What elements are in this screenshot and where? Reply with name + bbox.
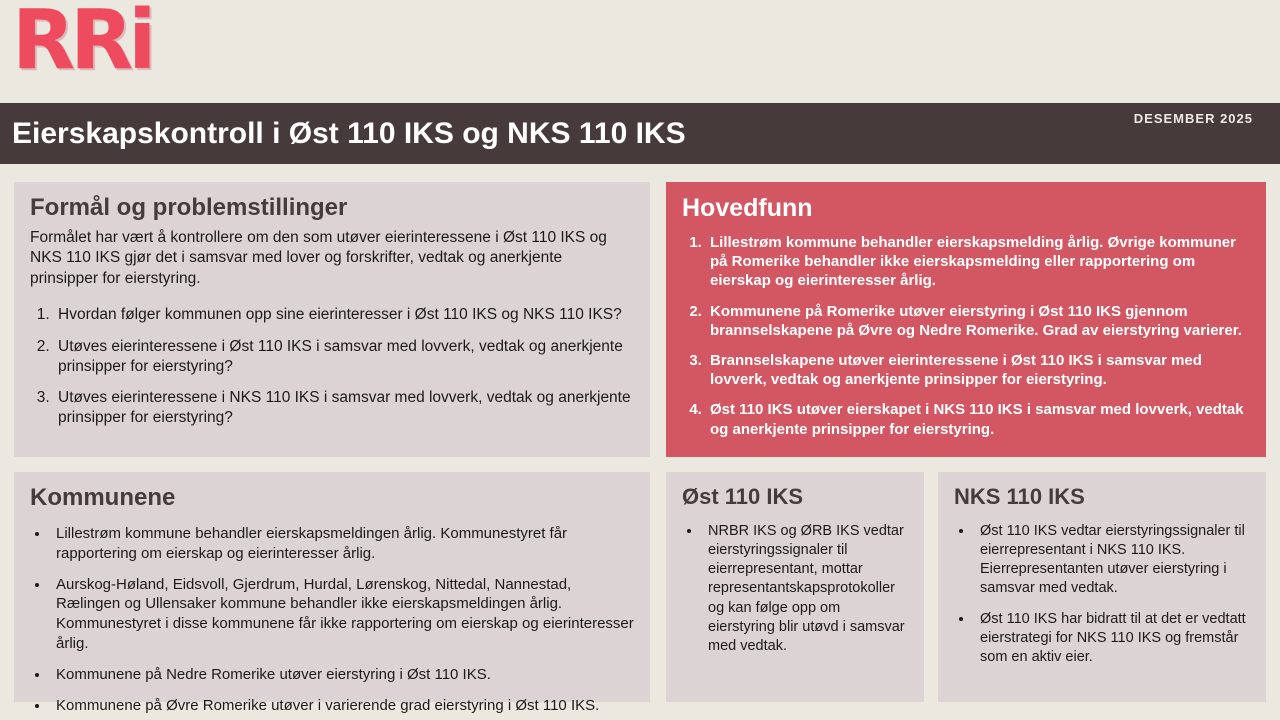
nks110-bullet: • Øst 110 IKS vedtar eierstyringssignaler til eierrepresentant i NKS 110 IKS. Eierrepresentanten utøver eierstyring i samsvar med vedtak. (974, 522, 1250, 599)
formal-panel-title: Formål og problemstillinger (30, 194, 348, 221)
ost110-bullet-list (682, 522, 908, 656)
page-title: Eierskapskontroll i Øst 110 IKS og NKS 110 IKS (12, 117, 686, 150)
kommunene-bullet: • Kommunene på Nedre Romerike utøver eierstyring i Øst 110 IKS. (50, 665, 634, 685)
header-bar (0, 103, 1280, 164)
nks110-bullet-list (954, 522, 1250, 667)
formal-question: 2. Utøves eierinteressene i Øst 110 IKS i samsvar med lovverk, vedtak og anerkjente prinsipper for eierstyring? (54, 337, 634, 377)
panel-formal-og-problemstillinger (14, 182, 650, 457)
kommunene-bullet: • Aurskog-Høland, Eidsvoll, Gjerdrum, Hurdal, Lørenskog, Nittedal, Nannestad, Rælingen og Ullensaker kommune behandler ikke eierskapsmeldingen årlig. Kommunestyret i disse kommunene får ikke rapportering om eierskap og eierinteresser årlig. (50, 575, 634, 654)
panel-ost-110-iks (666, 472, 924, 702)
formal-question: 3. Utøves eierinteressene i NKS 110 IKS i samsvar med lovverk, vedtak og anerkjente prinsipper for eierstyring? (54, 388, 634, 428)
formal-intro-text: Formålet har vært å kontrollere om den som utøver eierinteressene i Øst 110 IKS og NKS 110 IKS gjør det i samsvar med lover og forskrifter, vedtak og anerkjente prinsipper for eierstyring. (30, 229, 607, 287)
hovedfunn-finding: 3. Brannselskapene utøver eierinteressene i Øst 110 IKS i samsvar med lovverk, vedtak og anerkjente prinsipper for eierstyring. (706, 351, 1250, 389)
hovedfunn-finding: 2. Kommunene på Romerike utøver eierstyring i Øst 110 IKS gjennom brannselskapene på Øvre og Nedre Romerike. Grad av eierstyring varierer. (706, 302, 1250, 340)
ost110-bullet: • NRBR IKS og ØRB IKS vedtar eierstyringssignaler til eierrepresentant, mottar representantskapsprotokoller og kan følge opp om eierstyring blir utøvd i samsvar med vedtak. (702, 522, 908, 656)
panel-nks-110-iks (938, 472, 1266, 702)
kommunene-bullet: • Kommunene på Øvre Romerike utøver i varierende grad eierstyring i Øst 110 IKS. (50, 696, 634, 716)
hovedfunn-finding: 1. Lillestrøm kommune behandler eierskapsmelding årlig. Øvrige kommuner på Romerike behandler ikke eierskapsmelding eller rapportering om eierskap og eierinteresser årlig. (706, 233, 1250, 291)
hovedfunn-finding-list (682, 233, 1250, 439)
rri-logo (12, 0, 151, 90)
kommunene-bullet-list (30, 524, 634, 715)
rri-logo-text: RRi (12, 0, 152, 88)
report-date: DESEMBER 2025 (1133, 111, 1253, 126)
nks110-bullet: • Øst 110 IKS har bidratt til at det er vedtatt eierstrategi for NKS 110 IKS og fremstår som en aktiv eier. (974, 610, 1250, 667)
hovedfunn-finding: 4. Øst 110 IKS utøver eierskapet i NKS 110 IKS i samsvar med lovverk, vedtak og anerkjente prinsipper for eierstyring. (706, 400, 1250, 438)
panel-kommunene (14, 472, 650, 714)
nks110-panel-title: NKS 110 IKS (954, 484, 1085, 509)
panel-hovedfunn (666, 182, 1266, 457)
formal-question-list (30, 305, 634, 428)
kommunene-panel-title: Kommunene (30, 484, 176, 511)
hovedfunn-panel-title: Hovedfunn (682, 194, 813, 222)
kommunene-bullet: • Lillestrøm kommune behandler eierskapsmeldingen årlig. Kommunestyret får rapportering om eierskap og eierinteresser årlig. (50, 524, 634, 564)
formal-question: 1. Hvordan følger kommunen opp sine eierinteresser i Øst 110 IKS og NKS 110 IKS? (54, 305, 634, 325)
ost110-panel-title: Øst 110 IKS (682, 484, 804, 509)
